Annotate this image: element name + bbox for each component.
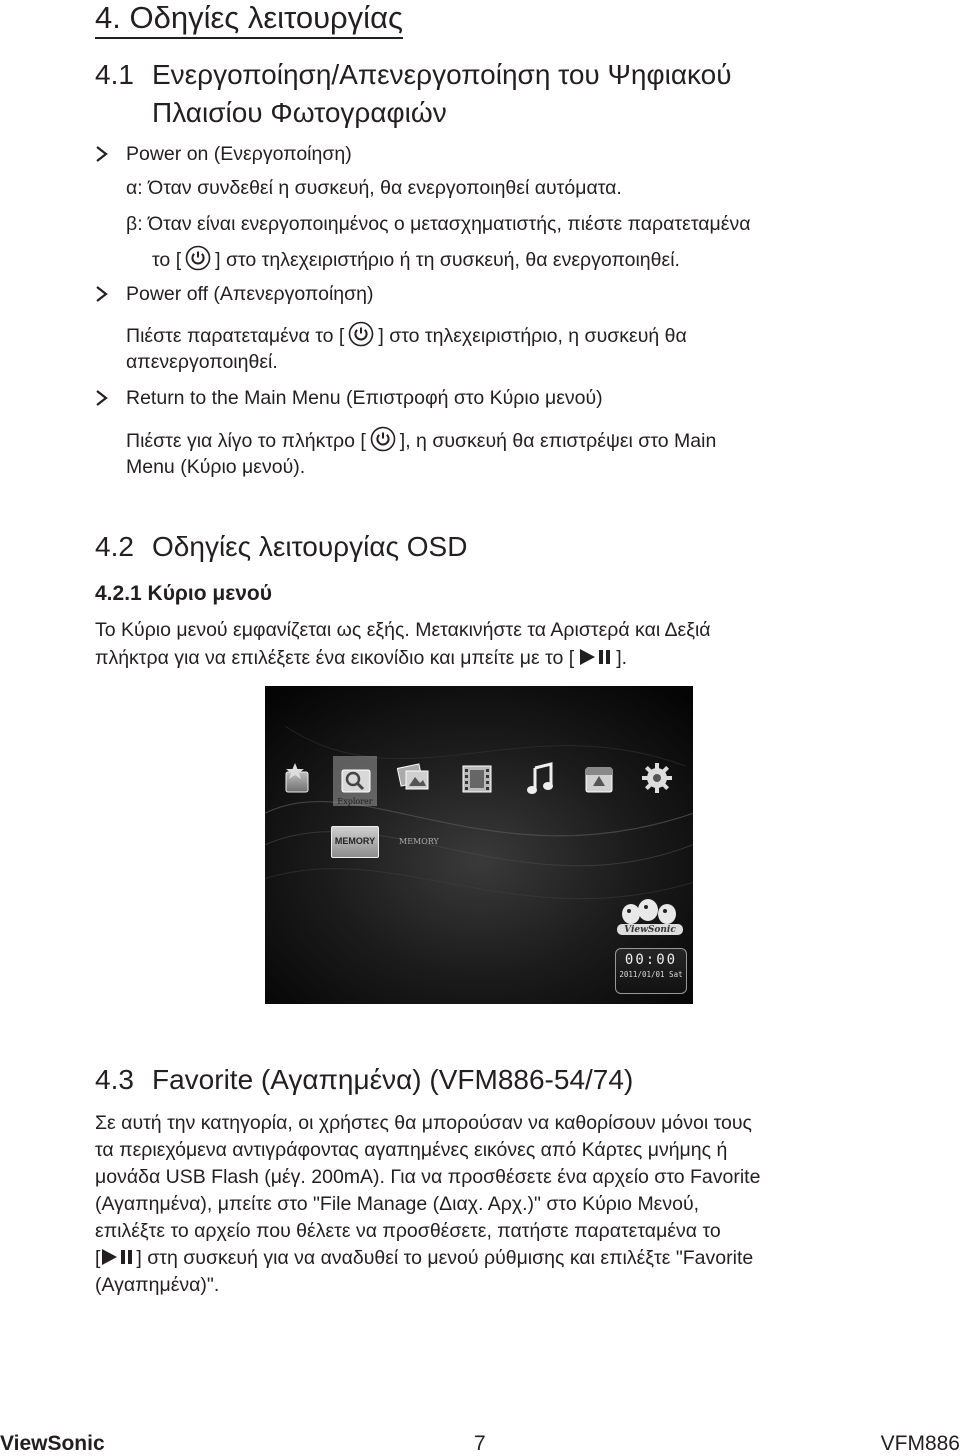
bullet-arrow-icon xyxy=(95,389,117,407)
subsection-4-2-1-title: 4.2.1 Κύριο μενού xyxy=(95,582,272,605)
favorite-line5: επιλέξτε το αρχείο που θέλετε να προσθέσετε, πατήστε παρατεταμένα το xyxy=(95,1220,721,1242)
favorite-icon[interactable] xyxy=(283,762,313,801)
favorite-line7: (Αγαπημένα)". xyxy=(95,1274,220,1296)
power-off-heading: Power off (Απενεργοποίηση) xyxy=(126,283,374,305)
power-button-icon xyxy=(185,245,211,271)
clock-date: 2011/01/01 Sat xyxy=(619,970,683,979)
clock-time: 00:00 xyxy=(624,952,678,968)
section-number: 4.2 xyxy=(95,531,134,562)
section-title: Οδηγίες λειτουργίας OSD xyxy=(152,531,468,562)
music-icon[interactable] xyxy=(525,762,555,801)
bullet-arrow-icon xyxy=(95,145,117,163)
section-4-1-title xyxy=(95,56,732,94)
text-fragment: ], η συσκευή θα επιστρέψει στο Main xyxy=(399,430,717,452)
chapter-title: 4. Οδηγίες λειτουργίας xyxy=(95,0,403,39)
favorite-line6 xyxy=(95,1245,753,1272)
brand-logo-text: ViewSonic xyxy=(624,925,676,935)
power-on-heading: Power on (Ενεργοποίηση) xyxy=(126,143,352,165)
main-menu-line2 xyxy=(95,645,627,672)
text-fragment: [ xyxy=(95,1247,101,1269)
footer-page-number: 7 xyxy=(474,1432,486,1455)
memory-name-label: MEMORY xyxy=(399,837,439,846)
movie-icon[interactable] xyxy=(461,764,493,799)
main-menu-line1: Το Κύριο μενού εμφανίζεται ως εξής. Μετακινήστε τα Αριστερά και Δεξιά xyxy=(95,619,711,641)
footer-brand: ViewSonic xyxy=(0,1432,105,1455)
section-number: 4.1 xyxy=(95,59,134,90)
text-fragment: το [ xyxy=(152,249,182,271)
return-main-line2: Menu (Κύριο μενού). xyxy=(126,456,306,478)
bullet-arrow-icon xyxy=(95,285,117,303)
text-fragment: ] στο τηλεχειριστήριο, η συσκευή θα xyxy=(378,325,687,347)
text-fragment: πλήκτρα για να επιλέξετε ένα εικονίδιο και μπείτε με το [ xyxy=(95,647,575,669)
section-4-1-title-line2: Πλαισίου Φωτογραφιών xyxy=(152,97,447,128)
section-title-line1: Ενεργοποίηση/Απενεργοποίηση του Ψηφιακού xyxy=(152,59,732,90)
section-number: 4.3 xyxy=(95,1064,134,1095)
clock-panel xyxy=(615,948,687,994)
section-4-3-title xyxy=(95,1061,633,1099)
text-fragment: Πιέστε παρατεταμένα το [ xyxy=(126,325,345,347)
section-title: Favorite (Αγαπημένα) (VFM886-54/74) xyxy=(152,1064,634,1095)
power-button-icon xyxy=(370,426,396,452)
text-fragment: ] στη συσκευή για να αναδυθεί το μενού ρύθμισης και επιλέξτε "Favorite xyxy=(136,1247,754,1269)
play-pause-icon xyxy=(576,647,614,667)
footer-model: VFM886 xyxy=(880,1432,960,1455)
power-on-line-b: β: Όταν είναι ενεργοποιημένος ο μετασχηματιστής, πιέστε παρατεταμένα xyxy=(126,213,751,235)
calendar-icon[interactable] xyxy=(583,762,615,801)
return-main-line1 xyxy=(126,426,716,455)
favorite-line4: (Αγαπημένα), μπείτε στο "File Manage (Διαχ. Αρχ.)" στο Κύριο Μενού, xyxy=(95,1193,700,1215)
memory-card-icon[interactable] xyxy=(331,826,379,858)
memory-card-label: MEMORY xyxy=(334,836,376,846)
explorer-icon[interactable] xyxy=(339,762,373,801)
favorite-line3: μονάδα USB Flash (μέγ. 200mA). Για να προσθέσετε ένα αρχείο στο Favorite xyxy=(95,1166,761,1188)
favorite-line2: τα περιεχόμενα αντιγράφοντας αγαπημένες εικόνες από Κάρτες μνήμης ή xyxy=(95,1139,728,1161)
text-fragment: ] στο τηλεχειριστήριο ή τη συσκευή, θα ενεργοποιηθεί. xyxy=(215,249,680,271)
power-off-line1 xyxy=(126,321,687,350)
return-main-heading: Return to the Main Menu (Επιστροφή στο Κύριο μενού) xyxy=(126,387,603,409)
selected-item-label: Explorer xyxy=(337,797,373,806)
power-off-line2: απενεργοποιηθεί. xyxy=(126,351,278,373)
photo-icon[interactable] xyxy=(397,760,431,799)
main-menu-screenshot xyxy=(265,686,693,1004)
text-fragment: Πιέστε για λίγο το πλήκτρο [ xyxy=(126,430,366,452)
power-button-icon xyxy=(348,321,374,347)
power-on-line-a: α: Όταν συνδεθεί η συσκευή, θα ενεργοποιηθεί αυτόματα. xyxy=(126,177,622,199)
play-pause-icon xyxy=(100,1247,136,1267)
text-fragment: ]. xyxy=(616,647,628,669)
power-on-line-b2 xyxy=(152,245,680,274)
settings-icon[interactable] xyxy=(641,762,673,799)
section-4-2-title xyxy=(95,528,467,566)
favorite-line1: Σε αυτή την κατηγορία, οι χρήστες θα μπορούσαν να καθορίσουν μόνοι τους xyxy=(95,1112,752,1134)
